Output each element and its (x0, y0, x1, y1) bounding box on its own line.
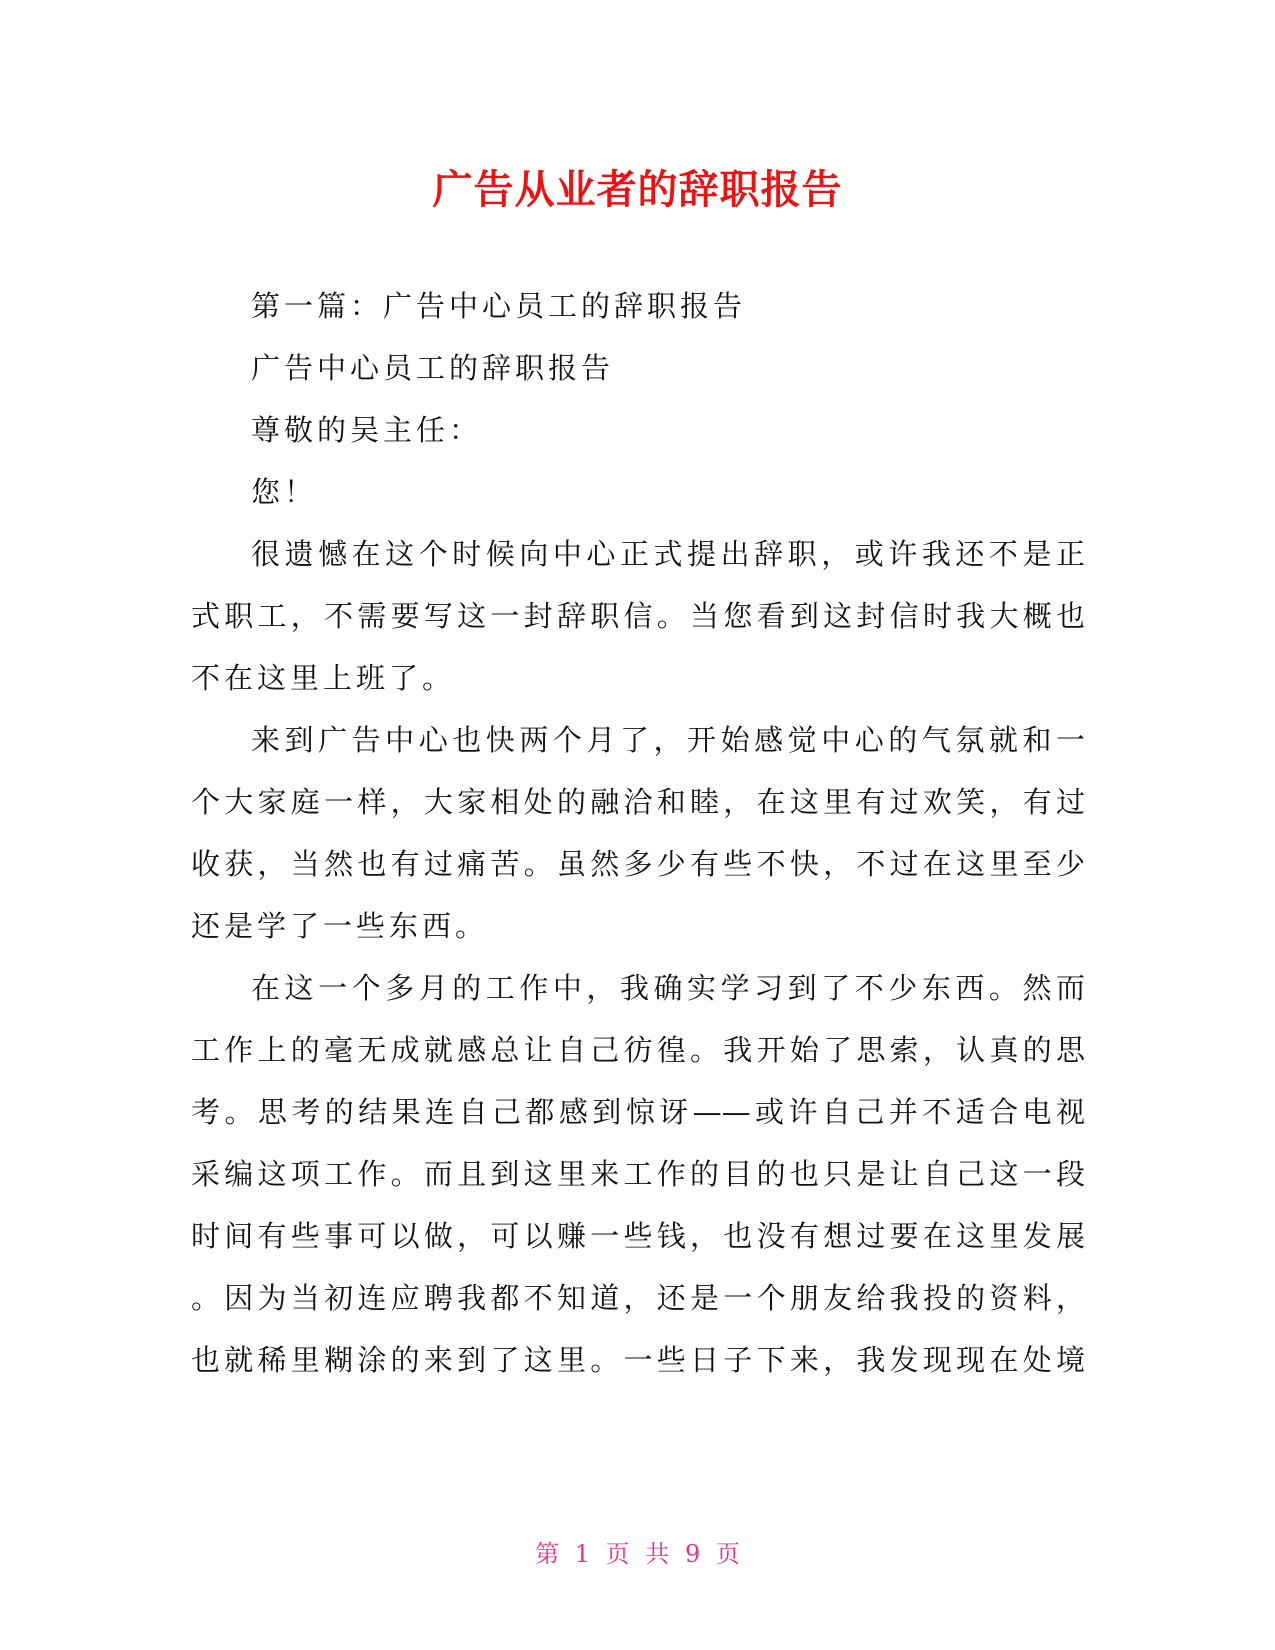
text-line: 收获，当然也有过痛苦。虽然多少有些不快，不过在这里至少 (191, 847, 1085, 881)
text-line: 很遗憾在这个时候向中心正式提出辞职，或许我还不是正 (251, 537, 1085, 571)
text-line: 个大家庭一样，大家相处的融洽和睦，在这里有过欢笑，有过 (191, 785, 1085, 819)
text-line: 式职工，不需要写这一封辞职信。当您看到这封信时我大概也 (191, 599, 1085, 633)
text-line: 不在这里上班了。 (191, 661, 456, 695)
text-line: 还是学了一些东西。 (191, 909, 489, 943)
document-title: 广告从业者的辞职报告 (432, 167, 843, 213)
text-line: 考。思考的结果连自己都感到惊讶——或许自己并不适合电视 (191, 1095, 1085, 1129)
text-line: 来到广告中心也快两个月了，开始感觉中心的气氛就和一 (251, 723, 1085, 757)
text-line: 广告中心员工的辞职报告 (251, 351, 615, 385)
text-line: 尊敬的吴主任： (251, 413, 483, 447)
text-line: 时间有些事可以做，可以赚一些钱，也没有想过要在这里发展 (191, 1219, 1085, 1253)
text-line: 工作上的毫无成就感总让自己彷徨。我开始了思索，认真的思 (191, 1033, 1085, 1067)
text-line: 。因为当初连应聘我都不知道，还是一个朋友给我投的资料， (191, 1281, 1085, 1315)
text-line: 也就稀里糊涂的来到了这里。一些日子下来，我发现现在处境 (191, 1343, 1085, 1377)
text-line: 采编这项工作。而且到这里来工作的目的也只是让自己这一段 (191, 1157, 1085, 1191)
text-line: 第一篇：广告中心员工的辞职报告 (251, 289, 747, 323)
text-line: 在这一个多月的工作中，我确实学习到了不少东西。然而 (251, 971, 1085, 1005)
page-number-footer: 第 1 页 共 9 页 (535, 1540, 740, 1568)
text-line: 您！ (251, 475, 318, 509)
